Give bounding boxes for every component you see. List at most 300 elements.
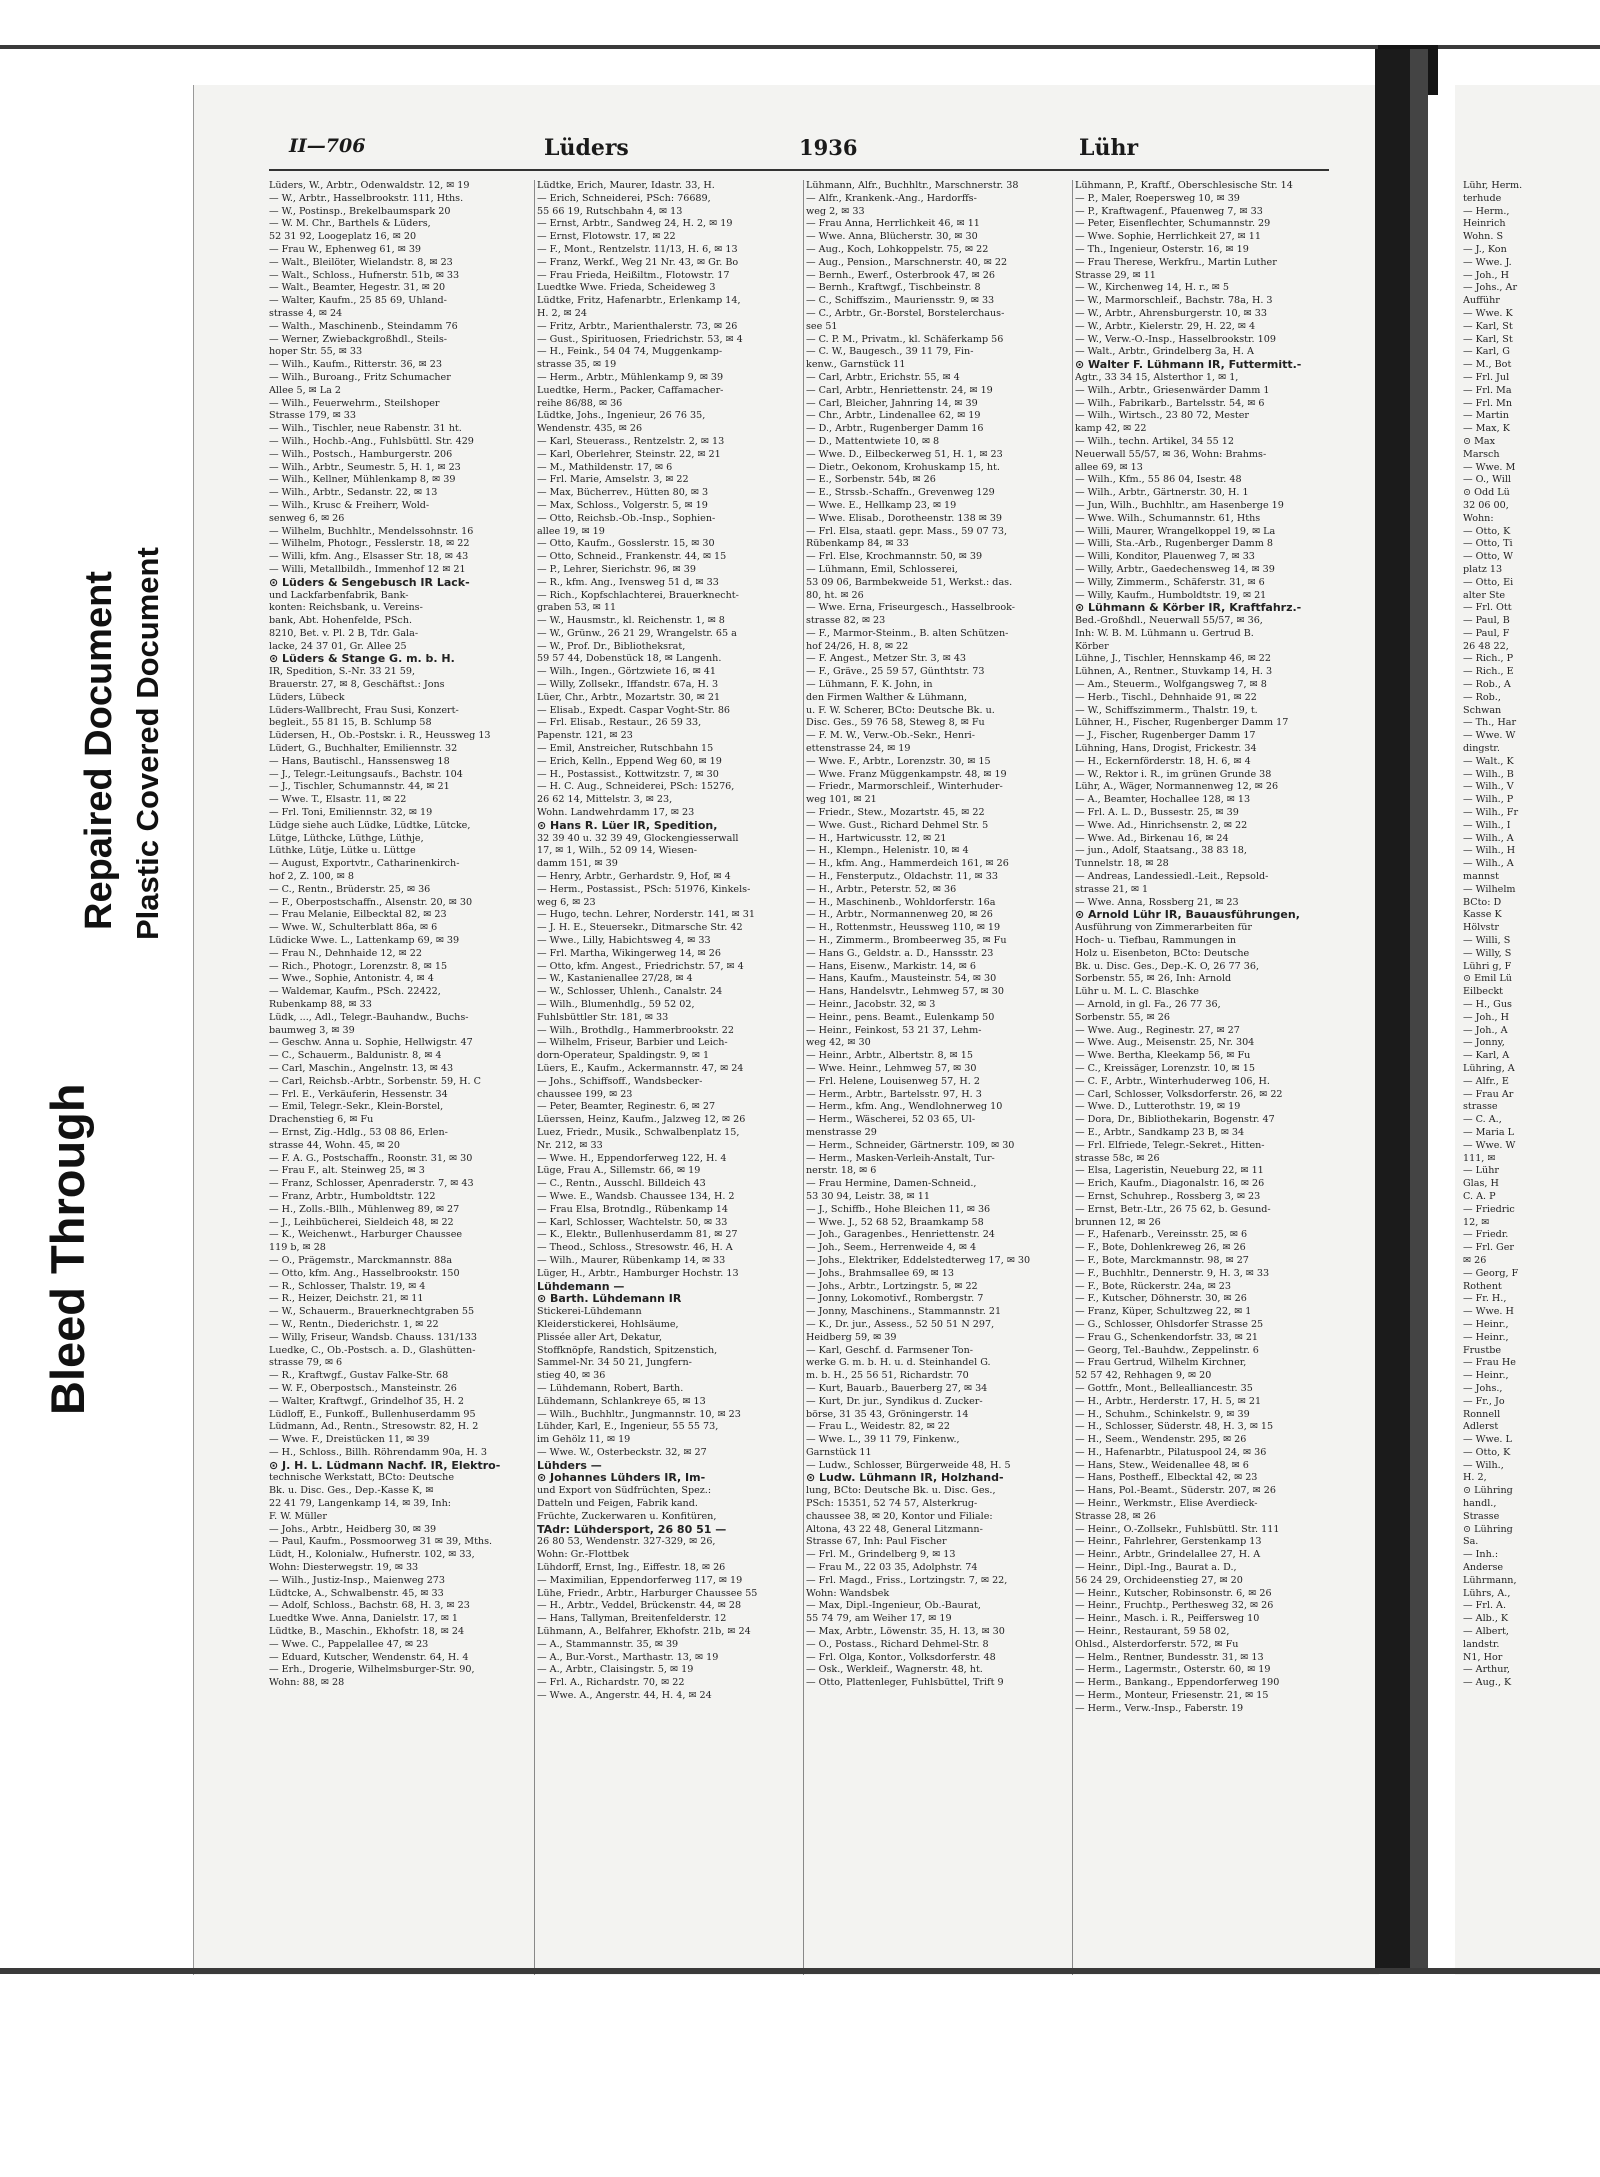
directory-entry: — Wwe. Gust., Richard Dehmel Str. 5 — [806, 819, 989, 831]
facing-page-entry: — Max, K — [1463, 423, 1510, 435]
facing-page-entry: — Georg, F — [1463, 1267, 1519, 1279]
directory-entry: — C. P. M., Privatm., kl. Schäferkamp 56 — [806, 333, 1004, 345]
facing-page-entry: Eilbeckt — [1463, 986, 1504, 998]
directory-entry: — Carl, Bleicher, Jahnring 14, ✉ 39 — [806, 397, 978, 409]
facing-page-entry: Lührs, A., — [1463, 1587, 1511, 1599]
directory-entry: — Heinr., Arbtr., Albertstr. 8, ✉ 15 — [806, 1050, 973, 1062]
directory-entry: — Wilh., Wirtsch., 23 80 72, Mester — [1075, 410, 1249, 422]
facing-page-entry: dingstr. — [1463, 743, 1500, 755]
directory-entry: ettenstrasse 24, ✉ 19 — [806, 743, 911, 755]
directory-entry: Lüdtke, Fritz, Hafenarbtr., Erlenkamp 14, — [537, 295, 741, 307]
directory-entry: strasse 82, ✉ 23 — [806, 615, 886, 627]
directory-entry: — Frl. Olga, Kontor., Volksdorferstr. 48 — [806, 1651, 996, 1663]
directory-entry: — F., Gräve., 25 59 57, Günthtstr. 73 — [806, 666, 985, 678]
directory-column-2 — [537, 180, 799, 1703]
facing-page-entry: — Rich., E — [1463, 666, 1514, 678]
directory-entry: Sorbenstr. 55, ✉ 26 — [1075, 1011, 1170, 1023]
bottom-margin — [0, 1975, 1600, 2177]
directory-entry: Lüthke, Lütje, Lütke u. Lüttge — [269, 845, 416, 857]
facing-page-entry: Lühri g, F — [1463, 960, 1512, 972]
facing-page-entry: Anderse — [1463, 1562, 1504, 1574]
directory-entry: — W., Kirchenweg 14, H. r., ✉ 5 — [1075, 282, 1229, 294]
directory-entry: — Carl, Arbtr., Henriettenstr. 24, ✉ 19 — [806, 384, 993, 396]
directory-entry: — F. A. G., Postschaffn., Roonstr. 31, ✉ 30 — [269, 1152, 473, 1164]
directory-entry: ⊙ Arnold Lühr IR, Bauausführungen, — [1075, 909, 1300, 922]
directory-entry: — Herm., Lagermstr., Osterstr. 60, ✉ 19 — [1075, 1664, 1271, 1676]
directory-entry: 52 57 42, Rehhagen 9, ✉ 20 — [1075, 1370, 1212, 1382]
directory-entry: — Friedr., Marmorschleif., Winterhuder- — [806, 781, 1003, 793]
directory-entry: ⊙ Hans R. Lüer IR, Spedition, — [537, 819, 718, 832]
facing-page-entry: 12, ✉ — [1463, 1216, 1490, 1228]
directory-entry: — Wwe., Lilly, Habichtsweg 4, ✉ 33 — [537, 935, 711, 947]
directory-entry: — Werner, Zwiebackgroßhdl., Steils- — [269, 333, 447, 345]
directory-entry: — Johs., Arbtr., Lortzingstr. 5, ✉ 22 — [806, 1280, 978, 1292]
directory-entry: — O., Postass., Richard Dehmel-Str. 8 — [806, 1638, 989, 1650]
directory-entry: — E., Strssb.-Schaffn., Grevenweg 129 — [806, 487, 995, 499]
directory-entry: — Frau Hermine, Damen-Schneid., — [806, 1178, 977, 1190]
facing-page-entry: — Frl. A. — [1463, 1600, 1507, 1612]
directory-entry: allee 69, ✉ 13 — [1075, 461, 1143, 473]
directory-entry: — Wilh., Maurer, Rübenkamp 14, ✉ 33 — [537, 1254, 726, 1266]
directory-entry: — Hans, Handelsvtr., Lehmweg 57, ✉ 30 — [806, 986, 1004, 998]
facing-page-entry: Lührmann, — [1463, 1574, 1517, 1586]
directory-entry: — Ernst, Betr.-Ltr., 26 75 62, b. Gesund- — [1075, 1203, 1271, 1215]
directory-entry: — Paul, Kaufm., Possmoorweg 31 ✉ 39, Mths. — [269, 1536, 493, 1548]
directory-entry: konten: Reichsbank, u. Vereins- — [269, 602, 423, 614]
directory-entry: Lühder, Karl, E., Ingenieur, 55 55 73, — [537, 1421, 719, 1433]
directory-entry: — Otto, Plattenleger, Fuhlsbüttel, Trift 9 — [806, 1677, 1004, 1689]
directory-entry: Lüdt, H., Kolonialw., Hufnerstr. 102, ✉ 33, — [269, 1549, 475, 1561]
directory-entry: — F., Oberpostschaffn., Alsenstr. 20, ✉ 30 — [269, 896, 473, 908]
directory-entry: — Frau Frieda, Heißiltm., Flotowstr. 17 — [537, 269, 730, 281]
directory-entry: strasse 79, ✉ 6 — [269, 1357, 343, 1369]
directory-entry: Nr. 212, ✉ 33 — [537, 1139, 603, 1151]
directory-entry: — Wilhelm, Friseur, Barbier und Leich- — [537, 1037, 728, 1049]
directory-entry: Lühe, Friedr., Arbtr., Harburger Chaussee 55 — [537, 1587, 758, 1599]
directory-entry: — Bernh., Ewerf., Osterbrook 47, ✉ 26 — [806, 269, 995, 281]
directory-entry: — Carl, Maschin., Angelnstr. 13, ✉ 43 — [269, 1062, 454, 1074]
directory-entry: — Frl. Elsa, staatl. gepr. Mass., 59 07 73, — [806, 525, 1008, 537]
directory-entry: — Wilh., Krusc & Freiherr, Wold- — [269, 499, 430, 511]
facing-page-entry: — Otto, Ei — [1463, 576, 1514, 588]
directory-entry: — Herm., Bankang., Eppendorferweg 190 — [1075, 1677, 1280, 1689]
directory-entry: — Wilh., Blumenhdlg., 59 52 02, — [537, 999, 695, 1010]
facing-page-entry: landstr. — [1463, 1638, 1500, 1650]
directory-entry: — Kurt, Bauarb., Bauerberg 27, ✉ 34 — [806, 1382, 988, 1394]
directory-entry: — Elisab., Expedt. Caspar Voght-Str. 86 — [537, 704, 731, 716]
directory-entry: — jun., Adolf, Staatsang., 38 83 18, — [1075, 845, 1247, 857]
directory-entry: — Frau N., Dehnhaide 12, ✉ 22 — [269, 947, 422, 959]
directory-entry: — Wwe. Aug., Meisenstr. 25, Nr. 304 — [1075, 1037, 1255, 1049]
facing-page-entry: 26 48 22, — [1463, 640, 1509, 652]
directory-entry: — Wwe. Erna, Friseurgesch., Hasselbrook- — [806, 602, 1016, 614]
directory-entry: — W., Rentn., Diederichstr. 1, ✉ 22 — [269, 1318, 439, 1330]
directory-entry: — C. W., Baugesch., 39 11 79, Fin- — [806, 346, 974, 358]
directory-entry: Luedtke, Herm., Packer, Caffamacher- — [537, 384, 724, 396]
directory-entry: — Wilh., Tischler, neue Rabenstr. 31 ht. — [269, 423, 462, 435]
directory-entry: stieg 40, ✉ 36 — [537, 1370, 606, 1382]
directory-entry: Lühdemann — — [537, 1280, 625, 1293]
directory-entry: Stickerei-Lühdemann — [537, 1306, 642, 1318]
directory-entry: — Th., Ingenieur, Osterstr. 16, ✉ 19 — [1075, 243, 1249, 255]
facing-page-entry: — Frl. Ger — [1463, 1242, 1514, 1254]
directory-entry: — Frl. Elisab., Restaur., 26 59 33, — [537, 717, 702, 729]
directory-entry: Datteln und Feigen, Fabrik kand. — [537, 1498, 698, 1510]
directory-entry: — Frau Therese, Werkfru., Martin Luther — [1075, 256, 1277, 268]
directory-entry: den Firmen Walther & Lühmann, — [806, 691, 968, 703]
directory-entry: nerstr. 18, ✉ 6 — [806, 1165, 877, 1177]
directory-entry: strasse 21, ✉ 1 — [1075, 883, 1149, 895]
directory-entry: — Hugo, techn. Lehrer, Norderstr. 141, ✉ 31 — [537, 909, 755, 921]
facing-page-entry: ⊙ Odd Lü — [1463, 487, 1510, 499]
directory-entry: — O., Prägemstr., Marckmannstr. 88a — [269, 1254, 453, 1266]
directory-entry: — R., kfm. Ang., Ivensweg 51 d, ✉ 33 — [537, 576, 719, 588]
directory-entry: PSch: 15351, 52 74 57, Alsterkrug- — [806, 1498, 978, 1510]
directory-entry: — H., Eckernförderstr. 18, H. 6, ✉ 4 — [1075, 755, 1251, 767]
facing-page-entry: — Aug., K — [1463, 1677, 1512, 1689]
directory-entry: menstrasse 29 — [806, 1126, 877, 1138]
directory-entry: — Wwe. Elisab., Dorotheenstr. 138 ✉ 39 — [806, 512, 1003, 524]
directory-entry: — Otto, kfm. Ang., Hasselbrookstr. 150 — [269, 1267, 460, 1279]
directory-entry: börse, 31 35 43, Gröningerstr. 14 — [806, 1408, 969, 1420]
facing-page-entry: Hölvstr — [1463, 922, 1499, 934]
directory-entry: — Herm., Monteur, Friesenstr. 21, ✉ 15 — [1075, 1690, 1269, 1702]
directory-entry: Lüdmann, Ad., Rentn., Stresowstr. 82, H. 2 — [269, 1421, 479, 1433]
directory-entry: 53 09 06, Barmbekweide 51, Werkst.: das. — [806, 576, 1013, 588]
directory-entry: — Herm., Arbtr., Mühlenkamp 9, ✉ 39 — [537, 371, 724, 383]
facing-page-entry: Schwan — [1463, 704, 1502, 716]
directory-entry: ⊙ Walter F. Lühmann IR, Futtermitt.- — [1075, 359, 1302, 372]
directory-entry: — Walter, Kaufm., 25 85 69, Uhland- — [269, 295, 447, 307]
directory-entry: Agtr., 33 34 15, Alsterthor 1, ✉ 1, — [1075, 371, 1239, 383]
directory-entry: ⊙ Lüders & Sengebusch IR Lack- — [269, 576, 470, 589]
directory-entry: — Johs., Elektriker, Eddelstedterweg 17, ✉ 30 — [806, 1254, 1031, 1266]
directory-entry: — Wilhelm, Photogr., Fesslerstr. 18, ✉ 22 — [269, 538, 470, 550]
facing-page-entry: — Paul, B — [1463, 615, 1510, 627]
directory-entry: — Wwe. Anna, Rossberg 21, ✉ 23 — [1075, 896, 1239, 908]
facing-page-entry: — Arthur, — [1463, 1664, 1510, 1676]
directory-entry: — Wwe. Ad., Birkenau 16, ✉ 24 — [1075, 832, 1229, 844]
directory-entry: — C., Rentn., Ausschl. Billdeich 43 — [537, 1178, 706, 1190]
facing-page-entry: — Joh., H — [1463, 1011, 1509, 1023]
facing-page-entry: Glas, H — [1463, 1178, 1499, 1190]
directory-entry: Rubenkamp 88, ✉ 33 — [269, 999, 372, 1010]
directory-entry: — W. F., Oberpostsch., Mansteinstr. 26 — [269, 1382, 457, 1394]
directory-entry: brunnen 12, ✉ 26 — [1075, 1216, 1161, 1228]
facing-page-entry: — O., Will — [1463, 474, 1511, 486]
facing-page-column — [1463, 180, 1598, 1690]
directory-entry: F. W. Müller — [269, 1510, 327, 1522]
directory-entry: — H., Zolls.-Bllh., Mühlenweg 89, ✉ 27 — [269, 1203, 460, 1215]
directory-entry: Luez, Friedr., Musik., Schwalbenplatz 15, — [537, 1126, 740, 1138]
directory-entry: — K., Elektr., Bullenhuserdamm 81, ✉ 27 — [537, 1229, 738, 1241]
directory-entry: 59 57 44, Dobenstück 18, ✉ Langenh. — [537, 653, 722, 665]
directory-entry: — H., Fensterputz., Oldachstr. 11, ✉ 33 — [806, 871, 998, 883]
directory-entry: — Willy, Friseur, Wandsb. Chauss. 131/133 — [269, 1331, 477, 1343]
directory-entry: — Herm., Postassist., PSch: 51976, Kinkels- — [537, 883, 751, 895]
facing-page-entry: — Wwe. H — [1463, 1306, 1514, 1318]
directory-entry: — Maximilian, Eppendorferweg 117, ✉ 19 — [537, 1574, 743, 1586]
directory-entry: Altona, 43 22 48, General Litzmann- — [806, 1523, 983, 1535]
directory-entry: — M., Mathildenstr. 17, ✉ 6 — [537, 461, 673, 473]
directory-entry: — W., Arbtr., Ahrensburgerstr. 10, ✉ 33 — [1075, 307, 1267, 319]
directory-entry: — Ernst, Flotowstr. 17, ✉ 22 — [537, 231, 676, 243]
directory-entry: Garnstück 11 — [806, 1446, 872, 1458]
directory-entry: — Geschw. Anna u. Sophie, Hellwigstr. 47 — [269, 1037, 473, 1049]
facing-page-entry: — J., Kon — [1463, 243, 1507, 255]
facing-page-entry: — Otto, K — [1463, 525, 1511, 537]
directory-entry: — Frau Elsa, Brotndlg., Rübenkamp 14 — [537, 1203, 729, 1215]
facing-page-entry: — Karl, St — [1463, 333, 1513, 345]
label-repaired-document: Repaired Document — [78, 571, 120, 930]
facing-page-entry: ⊙ Max — [1463, 435, 1496, 447]
directory-entry: — Heinr., Jacobstr. 32, ✉ 3 — [806, 999, 936, 1010]
facing-page-entry: — Frau Ar — [1463, 1088, 1514, 1100]
directory-entry: Lüders, W., Arbtr., Odenwaldstr. 12, ✉ 19 — [269, 180, 470, 191]
directory-entry: — G., Schlosser, Ohlsdorfer Strasse 25 — [1075, 1318, 1264, 1330]
directory-entry: — H., Arbtr., Veddel, Brückenstr. 44, ✉ 28 — [537, 1600, 742, 1612]
facing-page-entry: — Albert, — [1463, 1626, 1509, 1638]
directory-entry: — F., Buchhltr., Dennerstr. 9, H. 3, ✉ 33 — [1075, 1267, 1270, 1279]
directory-entry: — H., Postassist., Kottwitzstr. 7, ✉ 30 — [537, 768, 719, 780]
directory-entry: — Rich., Kopfschlachterei, Brauerknecht- — [537, 589, 739, 601]
directory-entry: Neuerwall 55/57, ✉ 36, Wohn: Brahms- — [1075, 448, 1267, 460]
directory-entry: — Theod., Schloss., Stresowstr. 46, H. A — [537, 1242, 733, 1254]
directory-entry: — Wwe. Heinr., Lehmweg 57, ✉ 30 — [806, 1062, 977, 1074]
facing-page-entry: Marsch — [1463, 448, 1500, 460]
directory-entry: lung, BCto: Deutsche Bk. u. Disc. Ges., — [806, 1485, 996, 1497]
directory-entry: — Dora, Dr., Bibliothekarin, Bogenstr. 47 — [1075, 1114, 1275, 1126]
header-name-left: Lüders — [544, 135, 629, 161]
directory-entry: — Hans, Stew., Weidenallee 48, ✉ 6 — [1075, 1459, 1249, 1471]
directory-entry: Lüger, H., Arbtr., Hamburger Hochstr. 13 — [537, 1267, 739, 1279]
directory-entry: — Max, Schloss., Volgerstr. 5, ✉ 19 — [537, 499, 708, 511]
directory-entry: — Wwe. J., 52 68 52, Braamkamp 58 — [806, 1216, 984, 1228]
directory-entry: Körber — [1075, 640, 1109, 652]
directory-entry: — Georg, Tel.-Bauhdw., Zeppelinstr. 6 — [1075, 1344, 1259, 1356]
directory-entry: — Heinr., Dipl.-Ing., Baurat a. D., — [1075, 1562, 1237, 1574]
facing-page-entry: Kasse K — [1463, 909, 1502, 921]
directory-entry: Strasse 28, ✉ 26 — [1075, 1510, 1156, 1522]
directory-entry: — Chr., Arbtr., Lindenallee 62, ✉ 19 — [806, 410, 981, 422]
directory-entry: Lühr u. M. L. C. Blaschke — [1075, 986, 1199, 998]
directory-entry: ⊙ Ludw. Lühmann IR, Holzhand- — [806, 1472, 1004, 1485]
directory-entry: Lüders, Lübeck — [269, 691, 345, 703]
facing-page-entry: — Frl. Ott — [1463, 602, 1512, 614]
directory-entry: — Herm., Verw.-Insp., Faberstr. 19 — [1075, 1702, 1244, 1714]
directory-entry: — Wilh., Kaufm., Ritterstr. 36, ✉ 23 — [269, 359, 442, 371]
directory-entry: — Walt., Arbtr., Grindelberg 3a, H. A — [1075, 346, 1254, 358]
directory-entry: kenw., Garnstück 11 — [806, 359, 906, 371]
directory-entry: — Wilh., Arbtr., Gärtnerstr. 30, H. 1 — [1075, 487, 1249, 499]
directory-entry: strasse 58c, ✉ 26 — [1075, 1152, 1160, 1164]
facing-page-entry: — Rob., — [1463, 691, 1501, 703]
directory-entry: — Erich, Kelln., Eppend Weg 60, ✉ 19 — [537, 755, 722, 767]
directory-entry: — W., Arbtr., Hasselbrookstr. 111, Hths. — [269, 192, 464, 204]
directory-entry: — Gottfr., Mont., Bellealliancestr. 35 — [1075, 1382, 1253, 1394]
header-year: 1936 — [799, 135, 858, 160]
directory-entry: kamp 42, ✉ 22 — [1075, 423, 1147, 435]
facing-page-entry: — Wwe. L — [1463, 1434, 1512, 1446]
directory-entry: — Frl. Magd., Friss., Lortzingstr. 7, ✉ 22, — [806, 1574, 1008, 1586]
directory-entry: — Bernh., Kraftwgf., Tischbeinstr. 8 — [806, 282, 981, 294]
directory-entry: — W., Verw.-O.-Insp., Hasselbrookstr. 109 — [1075, 333, 1276, 345]
facing-page-entry: Strasse — [1463, 1510, 1500, 1522]
directory-entry: — Herb., Tischl., Dehnhaide 91, ✉ 22 — [1075, 691, 1257, 703]
directory-entry: 17, ✉ 1, Wilh., 52 09 14, Wiesen- — [537, 845, 698, 857]
directory-entry: — Wwe. W., Osterbeckstr. 32, ✉ 27 — [537, 1446, 707, 1458]
facing-page-entry: Aufführ — [1463, 295, 1500, 307]
directory-entry: Ohlsd., Alsterdorferstr. 572, ✉ Fu — [1075, 1638, 1239, 1650]
directory-entry: — Peter, Beamter, Reginestr. 6, ✉ 27 — [537, 1101, 716, 1113]
label-bleed-through: Bleed Through — [41, 1083, 94, 1415]
directory-entry: — Herm., kfm. Ang., Wendlohnerweg 10 — [806, 1101, 1003, 1113]
directory-entry: — Wilh., techn. Artikel, 34 55 12 — [1075, 435, 1234, 447]
directory-entry: — Willy, Zimmerm., Schäferstr. 31, ✉ 6 — [1075, 576, 1265, 588]
directory-entry: — E., Sorbenstr. 54b, ✉ 26 — [806, 474, 936, 486]
directory-entry: — Jonny, Maschinens., Stammannstr. 21 — [806, 1306, 1002, 1318]
facing-page-entry: — Otto, Ti — [1463, 538, 1513, 550]
directory-entry: — C., Kreissäger, Lorenzstr. 10, ✉ 15 — [1075, 1062, 1255, 1074]
directory-entry: hof 24/26, H. 8, ✉ 22 — [806, 640, 909, 652]
directory-entry: — Willy, Kaufm., Humboldtstr. 19, ✉ 21 — [1075, 589, 1267, 601]
directory-entry: — Frau M., 22 03 35, Adolphstr. 74 — [806, 1562, 978, 1574]
directory-entry: — Otto, Kaufm., Gosslerstr. 15, ✉ 30 — [537, 538, 715, 550]
directory-entry: — R., Heizer, Deichstr. 21, ✉ 11 — [269, 1293, 424, 1305]
directory-entry: lacke, 24 37 01, Gr. Allee 25 — [269, 640, 407, 652]
directory-entry: — Johs., Arbtr., Heidberg 30, ✉ 39 — [269, 1523, 437, 1535]
directory-entry: — Joh., Seem., Herrenweide 4, ✉ 4 — [806, 1242, 977, 1254]
facing-page-entry: — Inh.: — [1463, 1549, 1499, 1561]
directory-entry: — Frl. Helene, Louisenweg 57, H. 2 — [806, 1075, 980, 1087]
directory-entry: — Wilh., Arbtr., Seumestr. 5, H. 1, ✉ 23 — [269, 461, 461, 473]
facing-page-entry: alter Ste — [1463, 589, 1506, 601]
directory-entry: — Heinr., Feinkost, 53 21 37, Lehm- — [806, 1024, 982, 1036]
directory-entry: — Franz, Arbtr., Humboldtstr. 122 — [269, 1190, 436, 1202]
directory-entry: — Helm., Rentner, Bundesstr. 31, ✉ 13 — [1075, 1651, 1264, 1663]
directory-entry: — Johs., Schiffsoff., Wandsbecker- — [537, 1075, 703, 1087]
directory-entry: Allee 5, ✉ La 2 — [269, 384, 342, 396]
directory-entry: baumweg 3, ✉ 39 — [269, 1024, 355, 1036]
directory-entry: — H., Maschinenb., Wohldorferstr. 16a — [806, 896, 996, 908]
facing-page-entry: — Frl. Jul — [1463, 371, 1510, 383]
directory-entry: — Wilh., Postsch., Hamburgerstr. 206 — [269, 448, 453, 460]
directory-entry: — Aug., Koch, Lohkoppelstr. 75, ✉ 22 — [806, 243, 989, 255]
facing-page-entry: — Wilh., B — [1463, 768, 1514, 780]
directory-entry: Bk. u. Disc. Ges., Dep.-K. O, 26 77 36, — [1075, 960, 1260, 972]
directory-entry: — A., Beamter, Hochallee 128, ✉ 13 — [1075, 794, 1251, 806]
directory-entry: — Dietr., Oekonom, Krohuskamp 15, ht. — [806, 461, 1000, 473]
directory-entry: Lüdtke, Johs., Ingenieur, 26 76 35, — [537, 410, 706, 422]
directory-entry: — Willy, Zollsekr., Iffandstr. 67a, H. 3 — [537, 679, 719, 691]
scan-edge-top — [0, 45, 1600, 49]
directory-entry: — Am., Steuerm., Wolfgangsweg 7, ✉ 8 — [1075, 679, 1267, 691]
directory-entry: Wendenstr. 435, ✉ 26 — [537, 423, 643, 435]
directory-entry: u. F. W. Scherer, BCto: Deutsche Bk. u. — [806, 704, 995, 716]
directory-entry: — C. F., Arbtr., Winterhuderweg 106, H. — [1075, 1075, 1270, 1087]
directory-entry: — Wilh., Brothdlg., Hammerbrookstr. 22 — [537, 1024, 734, 1036]
directory-entry: und Lackfarbenfabrik, Bank- — [269, 589, 409, 601]
left-margin — [0, 49, 200, 1968]
directory-entry: — F. M. W., Verw.-Ob.-Sekr., Henri- — [806, 730, 975, 742]
directory-entry: Lühning, Hans, Drogist, Frickestr. 34 — [1075, 743, 1257, 755]
directory-entry: — Hans, Bautischl., Hanssensweg 18 — [269, 755, 450, 767]
facing-page-entry: — C. A., — [1463, 1114, 1502, 1126]
directory-entry: Lühmann, P., Kraftf., Oberschlesische Str. 14 — [1075, 180, 1293, 191]
facing-page-entry: platz 13 — [1463, 563, 1503, 575]
directory-entry: — Carl, Arbtr., Erichstr. 55, ✉ 4 — [806, 371, 960, 383]
directory-entry: Papenstr. 121, ✉ 23 — [537, 730, 633, 742]
directory-entry: — Erh., Drogerie, Wilhelmsburger-Str. 90, — [269, 1664, 475, 1676]
directory-entry: Lütge, Lüthcke, Lüthge, Lüthje, — [269, 832, 424, 844]
directory-entry: 22 41 79, Langenkamp 14, ✉ 39, Inh: — [269, 1498, 451, 1510]
facing-page-entry: — Wwe. W — [1463, 1139, 1516, 1151]
directory-entry: — Wwe. Aug., Reginestr. 27, ✉ 27 — [1075, 1024, 1240, 1036]
directory-entry: — Elsa, Lageristin, Neueburg 22, ✉ 11 — [1075, 1165, 1264, 1177]
directory-entry: — J., Leihbücherei, Sieldeich 48, ✉ 22 — [269, 1216, 454, 1228]
directory-entry: — Wwe. Anna, Blücherstr. 30, ✉ 30 — [806, 231, 978, 243]
directory-entry: Wohn: 88, ✉ 28 — [269, 1677, 345, 1689]
directory-entry: strasse 35, ✉ 19 — [537, 359, 617, 371]
directory-entry: — Willi, Konditor, Plauenweg 7, ✉ 33 — [1075, 551, 1255, 563]
directory-entry: — W., Prof. Dr., Bibliotheksrat, — [537, 640, 686, 652]
directory-entry: — Carl, Reichsb.-Arbtr., Sorbenstr. 59, H. C — [269, 1075, 481, 1087]
directory-entry: — Heinr., Arbtr., Grindelallee 27, H. A — [1075, 1549, 1261, 1561]
directory-entry: Sammel-Nr. 34 50 21, Jungfern- — [537, 1357, 692, 1369]
facing-page-entry: — Walt., K — [1463, 755, 1514, 767]
directory-entry: — Frl. Else, Krochmannstr. 50, ✉ 39 — [806, 551, 983, 563]
directory-entry: hof 2, Z. 100, ✉ 8 — [269, 871, 354, 883]
directory-entry: Holz u. Eisenbeton, BCto: Deutsche — [1075, 947, 1250, 959]
directory-entry: ⊙ Lühmann & Körber IR, Kraftfahrz.- — [1075, 602, 1302, 615]
directory-entry: — Lühdemann, Robert, Barth. — [537, 1382, 684, 1394]
directory-entry: Lüerssen, Heinz, Kaufm., Jalzweg 12, ✉ 26 — [537, 1114, 746, 1126]
facing-page-entry: — Maria L — [1463, 1126, 1514, 1138]
directory-entry: — Otto, Schneid., Frankenstr. 44, ✉ 15 — [537, 551, 727, 563]
directory-entry: — Frau W., Ephenweg 61, ✉ 39 — [269, 243, 422, 255]
directory-entry: — H., Klempn., Helenistr. 10, ✉ 4 — [806, 845, 969, 857]
directory-entry: — Wwe. L., 39 11 79, Finkenw., — [806, 1434, 960, 1446]
directory-entry: — P., Kraftwagenf., Pfauenweg 7, ✉ 33 — [1075, 205, 1263, 217]
directory-entry: — Wwe. E., Hellkamp 23, ✉ 19 — [806, 499, 957, 511]
directory-entry: H. 2, ✉ 24 — [537, 307, 587, 319]
directory-entry: begleit., 55 81 15, B. Schlump 58 — [269, 717, 432, 729]
directory-entry: allee 19, ✉ 19 — [537, 525, 605, 537]
directory-entry: — August, Exportvtr., Catharinenkirch- — [269, 858, 460, 870]
directory-entry: 119 b, ✉ 28 — [269, 1242, 326, 1254]
directory-entry: — W., Schlosser, Uhlenh., Canalstr. 24 — [537, 986, 723, 998]
directory-entry: Bed.-Großhdl., Neuerwall 55/57, ✉ 36, — [1075, 615, 1263, 627]
directory-entry: — Max, Arbtr., Löwenstr. 35, H. 13, ✉ 30 — [806, 1626, 1005, 1638]
directory-entry: Lüdtcke, A., Schwalbenstr. 45, ✉ 33 — [269, 1587, 444, 1599]
directory-entry: — Frau Melanie, Eilbecktal 82, ✉ 23 — [269, 909, 447, 921]
facing-page-entry: — Rob., A — [1463, 679, 1511, 691]
facing-page-entry: — Friedr. — [1463, 1229, 1509, 1241]
directory-entry: ⊙ J. H. L. Lüdmann Nachf. IR, Elektro- — [269, 1459, 501, 1472]
facing-page-entry: — Lühr — [1463, 1165, 1499, 1177]
facing-page-entry: — Karl, G — [1463, 346, 1510, 358]
directory-entry: Lühdorff, Ernst, Ing., Eiffestr. 18, ✉ 26 — [537, 1562, 726, 1574]
directory-entry: — W. M. Chr., Barthels & Lüders, — [269, 218, 431, 230]
directory-entry: 55 74 79, am Weiher 17, ✉ 19 — [806, 1613, 952, 1625]
directory-entry: reihe 86/88, ✉ 36 — [537, 397, 623, 409]
directory-entry: — H., Schuhm., Schinkelstr. 9, ✉ 39 — [1075, 1408, 1250, 1420]
directory-entry: — W., Hausmstr., kl. Reichenstr. 1, ✉ 8 — [537, 615, 725, 627]
directory-entry: Heidberg 59, ✉ 39 — [806, 1331, 897, 1343]
directory-entry: — Hans, Eisenw., Markistr. 14, ✉ 6 — [806, 960, 976, 972]
directory-entry: — K., Dr. jur., Assess., 52 50 51 N 297, — [806, 1318, 995, 1330]
directory-entry: — C., Schauerm., Baldunistr. 8, ✉ 4 — [269, 1050, 442, 1062]
